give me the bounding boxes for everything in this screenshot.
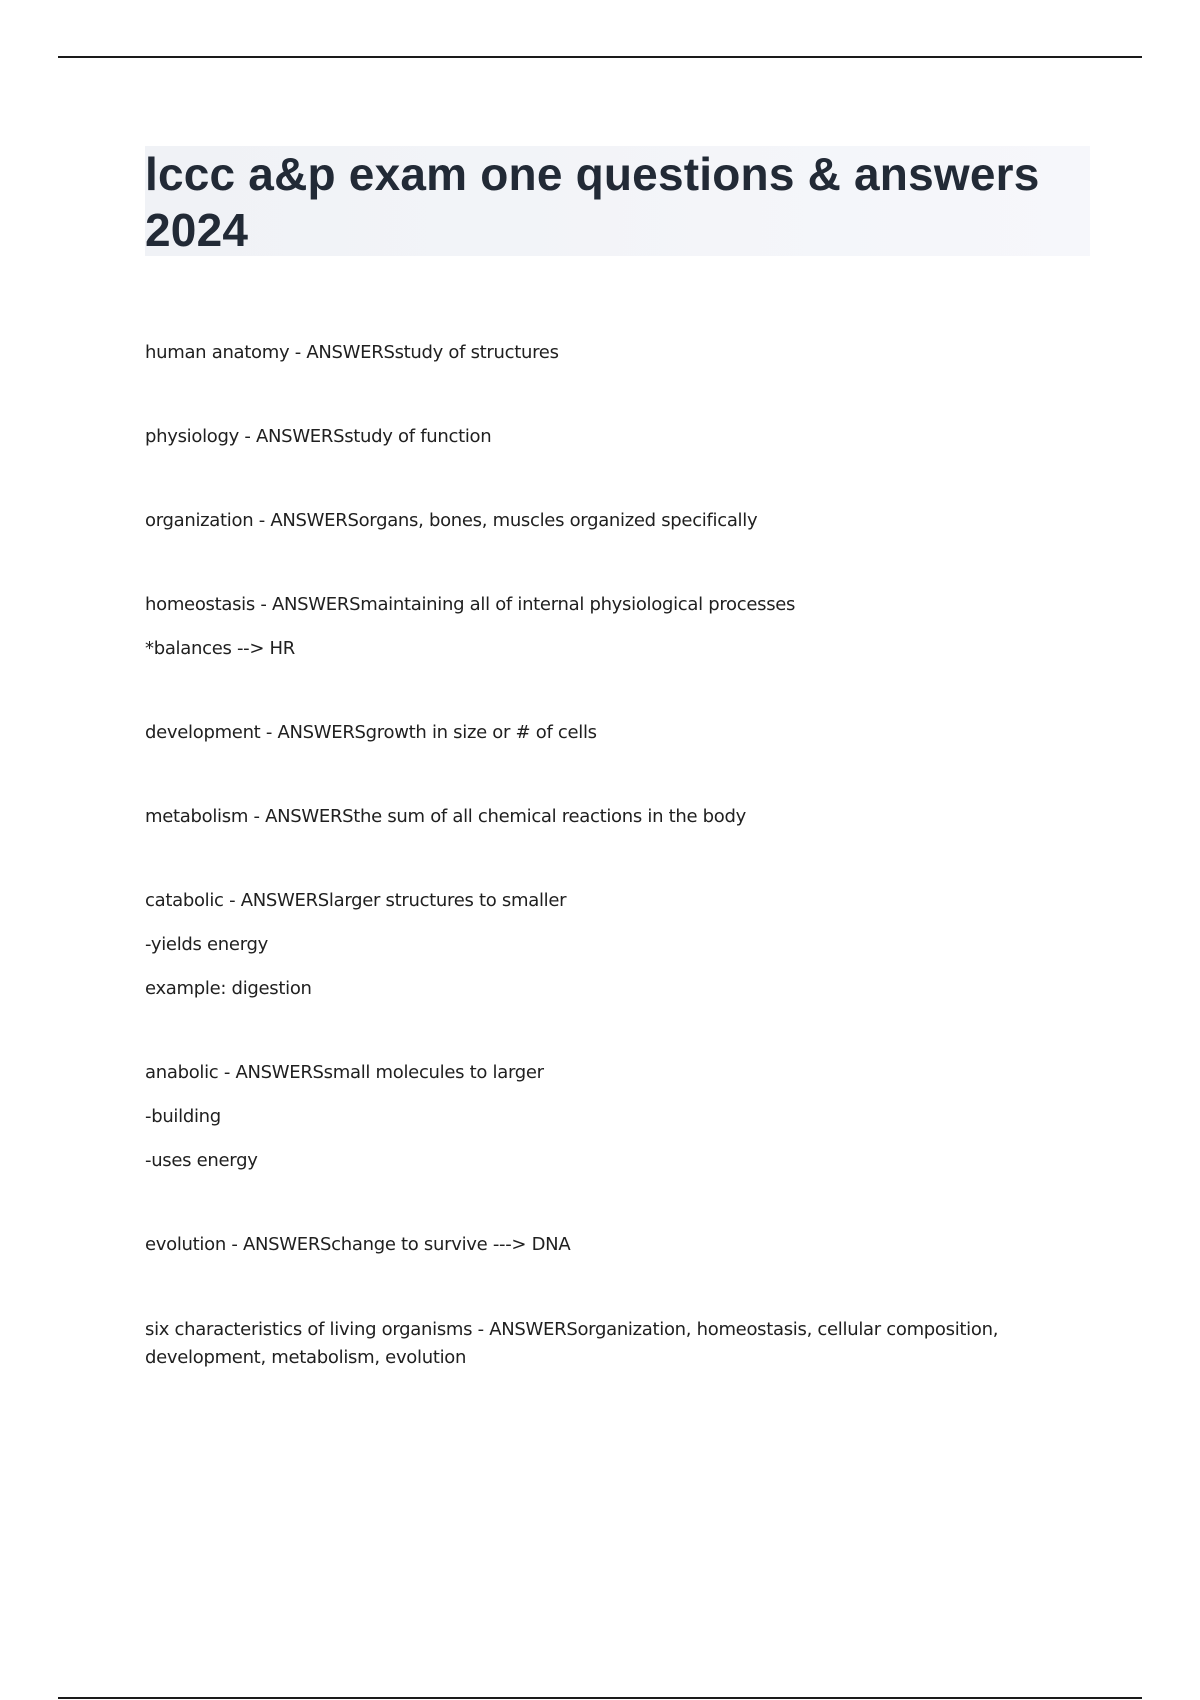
qa-entry	[145, 508, 1045, 534]
qa-line: example: digestion	[145, 978, 312, 999]
qa-line: homeostasis - ANSWERSmaintaining all of internal physiological processes	[145, 594, 796, 615]
qa-entry	[145, 592, 1045, 662]
qa-entry	[145, 1316, 1045, 1372]
qa-entry	[145, 1232, 1045, 1258]
footer-rule	[58, 1697, 1142, 1699]
qa-line: -yields energy	[145, 934, 268, 955]
header-rule	[58, 56, 1142, 58]
qa-line: catabolic - ANSWERSlarger structures to smaller	[145, 890, 567, 911]
qa-line: six characteristics of living organisms - ANSWERSorganization, homeostasis, cellular composition, development, metabolism, evolution	[145, 1319, 999, 1368]
qa-entry	[145, 1060, 1045, 1174]
qa-entry	[145, 424, 1045, 450]
qa-line: organization - ANSWERSorgans, bones, muscles organized specifically	[145, 510, 758, 531]
qa-entry	[145, 720, 1045, 746]
qa-list	[145, 340, 1045, 1430]
qa-line: metabolism - ANSWERSthe sum of all chemical reactions in the body	[145, 806, 746, 827]
qa-line: *balances --> HR	[145, 638, 296, 659]
qa-entry	[145, 340, 1045, 366]
page-title: lccc a&p exam one questions & answers 2024	[145, 148, 1040, 256]
qa-line: physiology - ANSWERSstudy of function	[145, 426, 492, 447]
qa-line: -building	[145, 1106, 221, 1127]
qa-line: anabolic - ANSWERSsmall molecules to larger	[145, 1062, 544, 1083]
qa-entry	[145, 804, 1045, 830]
qa-line: evolution - ANSWERSchange to survive ---> DNA	[145, 1234, 571, 1255]
qa-line: human anatomy - ANSWERSstudy of structures	[145, 342, 559, 363]
qa-line: development - ANSWERSgrowth in size or # of cells	[145, 722, 597, 743]
qa-entry	[145, 888, 1045, 1002]
qa-line: -uses energy	[145, 1150, 258, 1171]
